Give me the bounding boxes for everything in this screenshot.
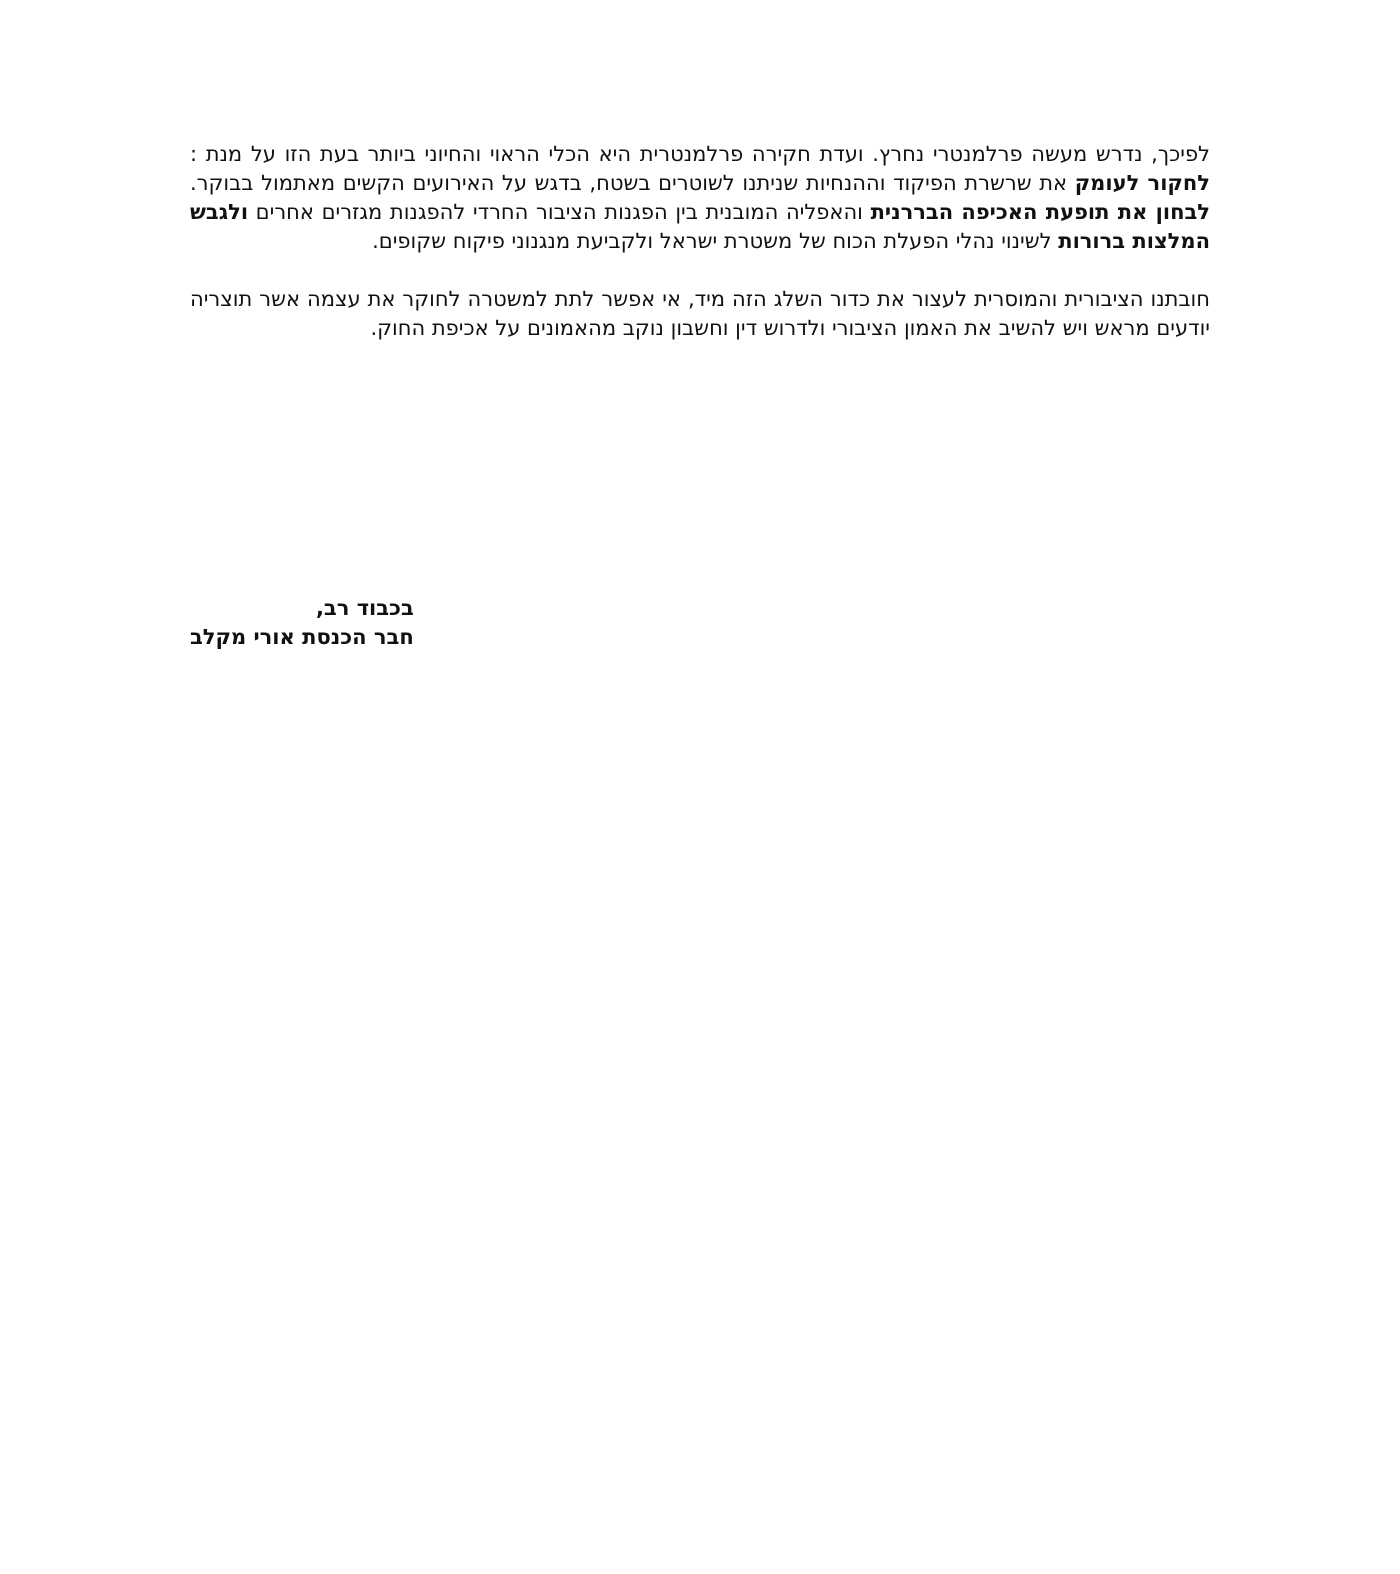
paragraph-1-bold-3: ולגבש המלצות ברורות bbox=[190, 200, 1210, 253]
paragraph-1-text-3: והאפליה המובנית בין הפגנות הציבור החרדי להפגנות מגזרים אחרים bbox=[248, 200, 871, 224]
closing-line: בכבוד רב, bbox=[315, 596, 414, 620]
paragraph-1-text-2: את שרשרת הפיקוד וההנחיות שניתנו לשוטרים בשטח, בדגש על האירועים הקשים מאתמול בבוקר. bbox=[190, 171, 1075, 195]
signer-name: חבר הכנסת אורי מקלב bbox=[190, 625, 414, 649]
paragraph-1 bbox=[190, 140, 1210, 256]
letter-body bbox=[190, 140, 1210, 343]
paragraph-1-text-4: לשינוי נהלי הפעלת הכוח של משטרת ישראל ולקביעת מנגנוני פיקוח שקופים. bbox=[372, 229, 1059, 253]
paragraph-1-bold-1: לחקור לעומק bbox=[1074, 171, 1210, 195]
paragraph-2: חובתנו הציבורית והמוסרית לעצור את כדור השלג הזה מיד, אי אפשר לתת למשטרה לחוקר את עצמה אשר תוצריה יודעים מראש ויש להשיב את האמון הציבורי ולדרוש דין וחשבון נוקב מהאמונים על אכיפת החוק. bbox=[190, 287, 1210, 340]
paragraph-1-text-1: לפיכך, נדרש מעשה פרלמנטרי נחרץ. ועדת חקירה פרלמנטרית היא הכלי הראוי והחיוני ביותר בעת הזו על מנת : bbox=[190, 142, 1210, 166]
paragraph-1-bold-2: לבחון את תופעת האכיפה הבררנית bbox=[870, 200, 1211, 224]
signature-block bbox=[190, 594, 414, 652]
